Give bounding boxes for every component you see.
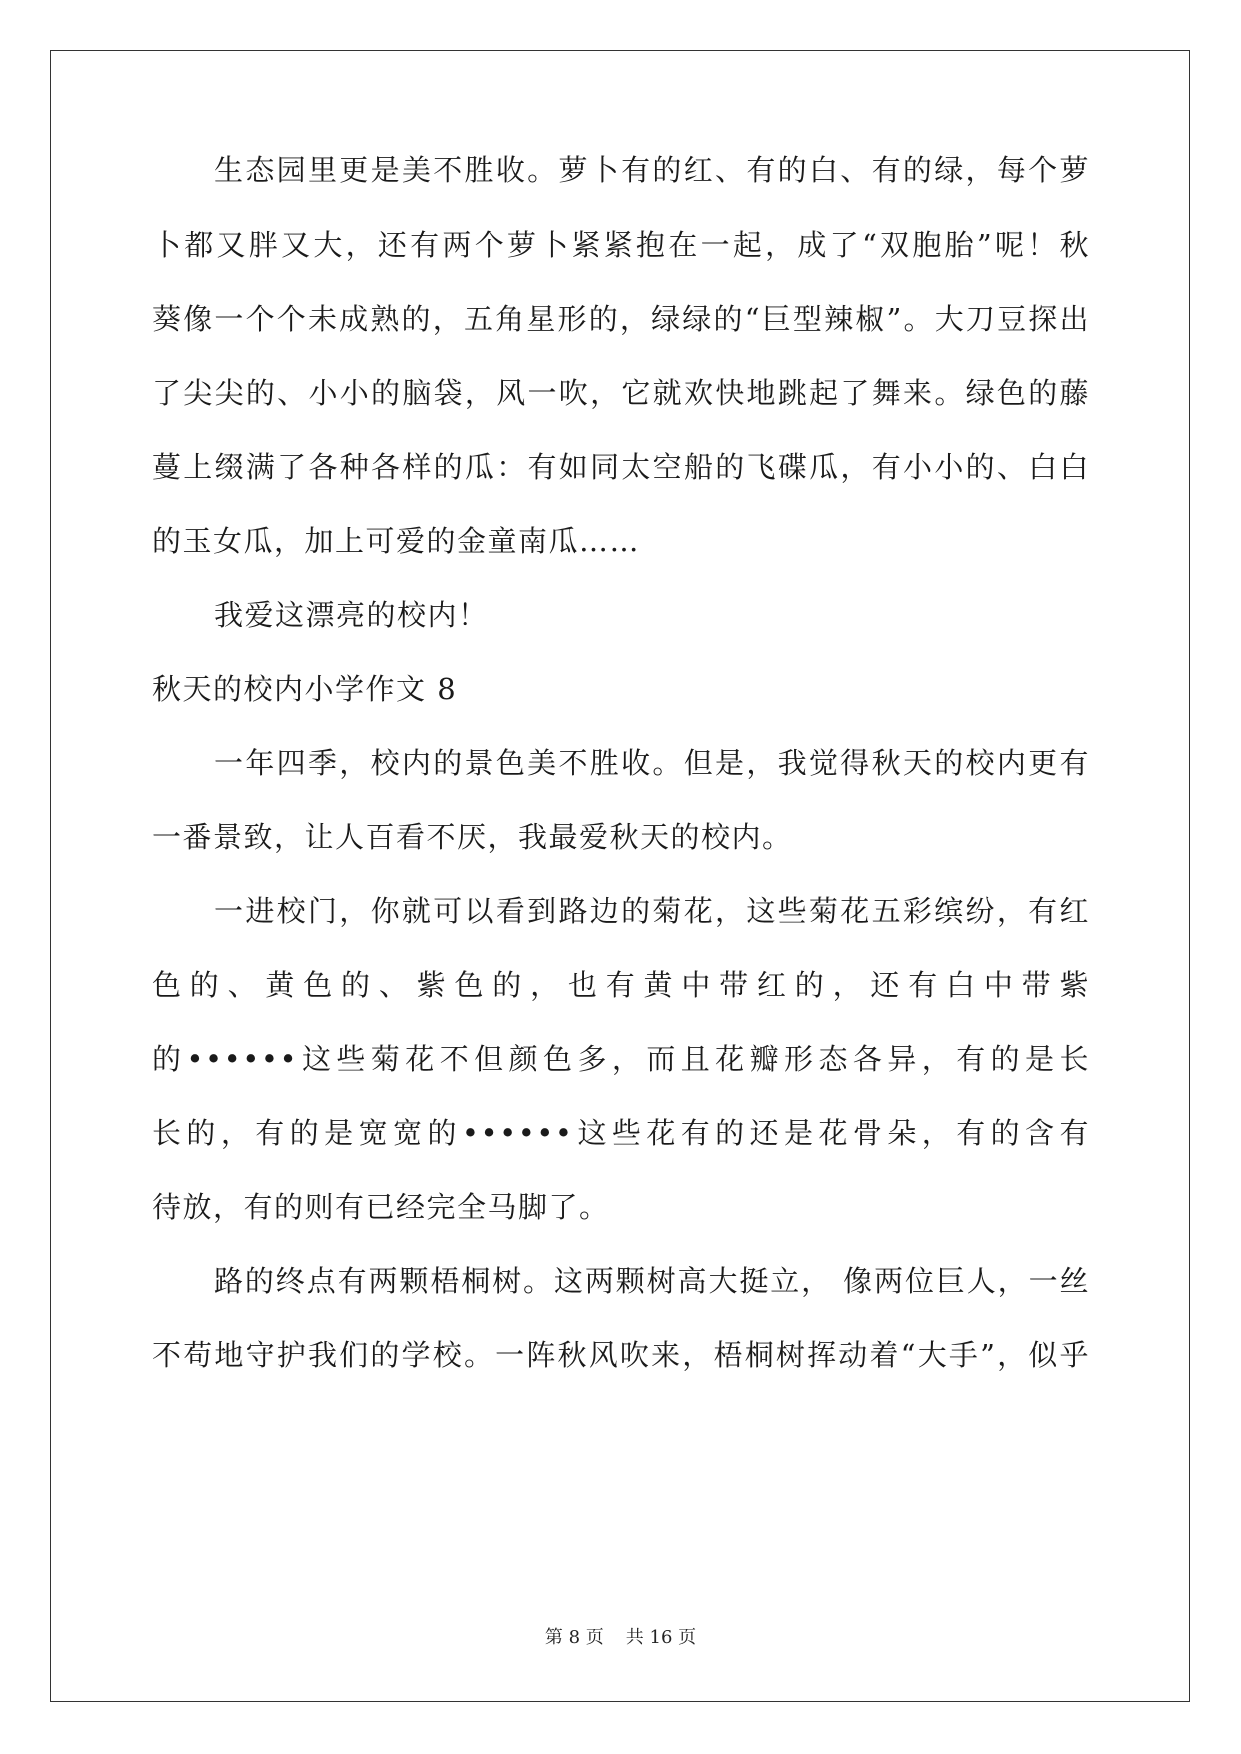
paragraph-line: 葵像一个个未成熟的，五角星形的，绿绿的“巨型辣椒”。大刀豆探出: [152, 302, 1090, 336]
paragraph-line: 蔓上缀满了各种各样的瓜：有如同太空船的飞碟瓜，有小小的、白白: [152, 450, 1090, 484]
paragraph-line: 了尖尖的、小小的脑袋，风一吹，它就欢快地跳起了舞来。绿色的藤: [152, 376, 1090, 410]
paragraph-line: 不苟地守护我们的学校。一阵秋风吹来，梧桐树挥动着“大手”，似乎: [152, 1338, 1090, 1372]
section-heading: 秋天的校内小学作文 8: [152, 672, 458, 706]
paragraph-line: 一番景致，让人百看不厌，我最爱秋天的校内。: [152, 820, 793, 854]
page-total: 共 16 页: [625, 1627, 697, 1648]
paragraph-line: 待放，有的则有已经完全马脚了。: [152, 1190, 610, 1224]
page-border: [50, 50, 1190, 1702]
paragraph-line: 我爱这漂亮的校内！: [214, 598, 489, 632]
paragraph-line: 的••••••这些菊花不但颜色多，而且花瓣形态各异，有的是长: [152, 1042, 1090, 1076]
paragraph-line: 一年四季，校内的景色美不胜收。但是，我觉得秋天的校内更有: [214, 746, 1090, 780]
paragraph-line: 的玉女瓜，加上可爱的金童南瓜……: [152, 524, 641, 558]
paragraph-line: 色的、黄色的、紫色的，也有黄中带红的，还有白中带紫: [152, 968, 1090, 1002]
paragraph-line: 生态园里更是美不胜收。萝卜有的红、有的白、有的绿，每个萝: [214, 153, 1090, 187]
paragraph-line: 一进校门，你就可以看到路边的菊花，这些菊花五彩缤纷，有红: [214, 894, 1090, 928]
paragraph-line: 路的终点有两颗梧桐树。这两颗树高大挺立， 像两位巨人，一丝: [214, 1264, 1090, 1298]
paragraph-line: 卜都又胖又大，还有两个萝卜紧紧抱在一起，成了“双胞胎”呢！秋: [152, 228, 1090, 262]
page-number: 第 8 页: [544, 1627, 604, 1648]
page-footer: [0, 1626, 1241, 1650]
paragraph-line: 长的，有的是宽宽的••••••这些花有的还是花骨朵，有的含有: [152, 1116, 1090, 1150]
